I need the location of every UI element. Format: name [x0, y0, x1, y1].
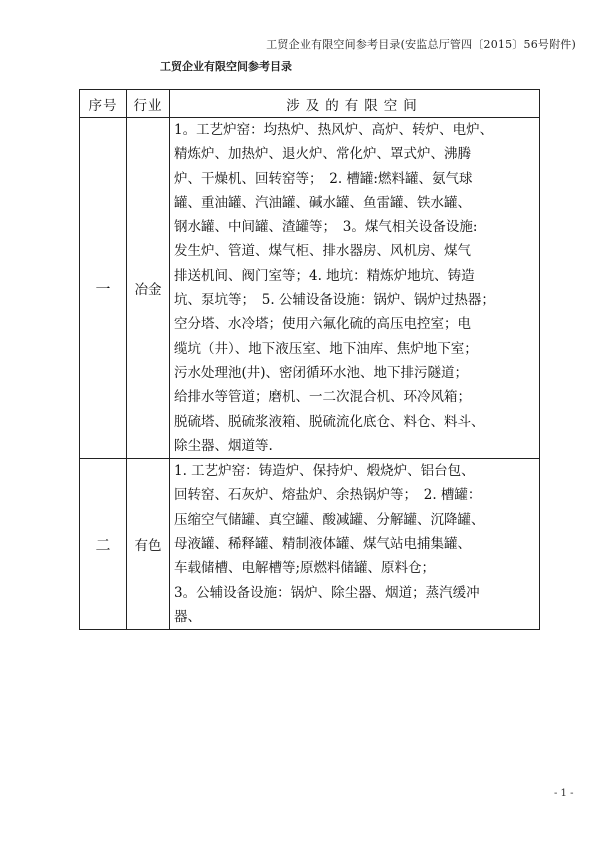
row-serial-number: 二 [80, 459, 127, 630]
scope-line: 3。公辅设备设施：锅炉、除尘器、烟道；蒸汽缓冲 [174, 584, 480, 601]
scope-line: 脱硫塔、脱硫浆液箱、脱硫流化底仓、料仓、料斗、 [174, 413, 485, 430]
scope-line: 除尘器、烟道等. [174, 437, 273, 454]
row-industry: 冶金 [127, 118, 170, 459]
scope-line: 器、 [174, 608, 201, 625]
scope-line: 空分塔、水冷塔；使用六氟化硫的高压电控室；电 [174, 316, 471, 333]
scope-line: 罐、重油罐、汽油罐、碱水罐、鱼雷罐、铁水罐、 [174, 194, 471, 211]
scope-line: 车载储槽、电解槽等;原燃料储罐、原料仓； [174, 560, 436, 577]
scope-line: 钢水罐、中间罐、渣罐等； 3。煤气相关设备设施: [174, 219, 478, 236]
confined-space-catalog-table [79, 89, 540, 630]
scope-line: 精炼炉、加热炉、退火炉、常化炉、罩式炉、沸腾 [174, 146, 471, 163]
scope-line: 炉、干燥机、回转窑等； 2. 槽罐:燃料罐、氨气球 [174, 170, 473, 187]
scope-line: 1. 工艺炉窑：铸造炉、保持炉、煅烧炉、铝台包、 [174, 463, 475, 480]
scope-line: 1。工艺炉窑：均热炉、热风炉、高炉、转炉、电炉、 [174, 122, 494, 138]
row-confined-spaces [170, 459, 540, 630]
scope-line: 给排水等管道；磨机、一二次混合机、环冷风箱； [174, 389, 471, 406]
scope-line: 坑、泵坑等； 5. 公辅设备设施：锅炉、锅炉过热器； [174, 292, 495, 309]
scope-line: 压缩空气储罐、真空罐、酸减罐、分解罐、沉降罐、 [174, 511, 485, 528]
row-industry: 有色 [127, 459, 170, 630]
row-confined-spaces [170, 118, 540, 459]
table-row-metallurgy [80, 118, 540, 459]
header-confined-spaces: 涉及的有限空间 [170, 90, 540, 118]
scope-line: 母液罐、稀释罐、精制液体罐、煤气站电捕集罐、 [174, 536, 471, 553]
scope-line: 污水处理池(井)、密闭循环水池、地下排污隧道； [174, 364, 469, 381]
table-header-row [80, 90, 540, 118]
scope-line: 缆坑（井）、地下液压室、地下油库、焦炉地下室； [174, 340, 478, 357]
header-serial-number: 序号 [80, 90, 127, 118]
page-number: - 1 - [554, 788, 574, 799]
header-industry: 行业 [127, 90, 170, 118]
table-row-nonferrous [80, 459, 540, 630]
scope-line: 发生炉、管道、煤气柜、排水器房、风机房、煤气 [174, 243, 471, 260]
scope-line: 排送机间、阀门室等；4. 地坑：精炼炉地坑、铸造 [174, 267, 475, 284]
document-title: 工贸企业有限空间参考目录 [160, 60, 292, 73]
running-header: 工贸企业有限空间参考目录(安监总厅管四〔2015〕56号附件) [266, 38, 576, 51]
row-serial-number: 一 [80, 118, 127, 459]
scope-line: 回转窑、石灰炉、熔盐炉、余热锅炉等； 2. 槽罐： [174, 487, 482, 504]
